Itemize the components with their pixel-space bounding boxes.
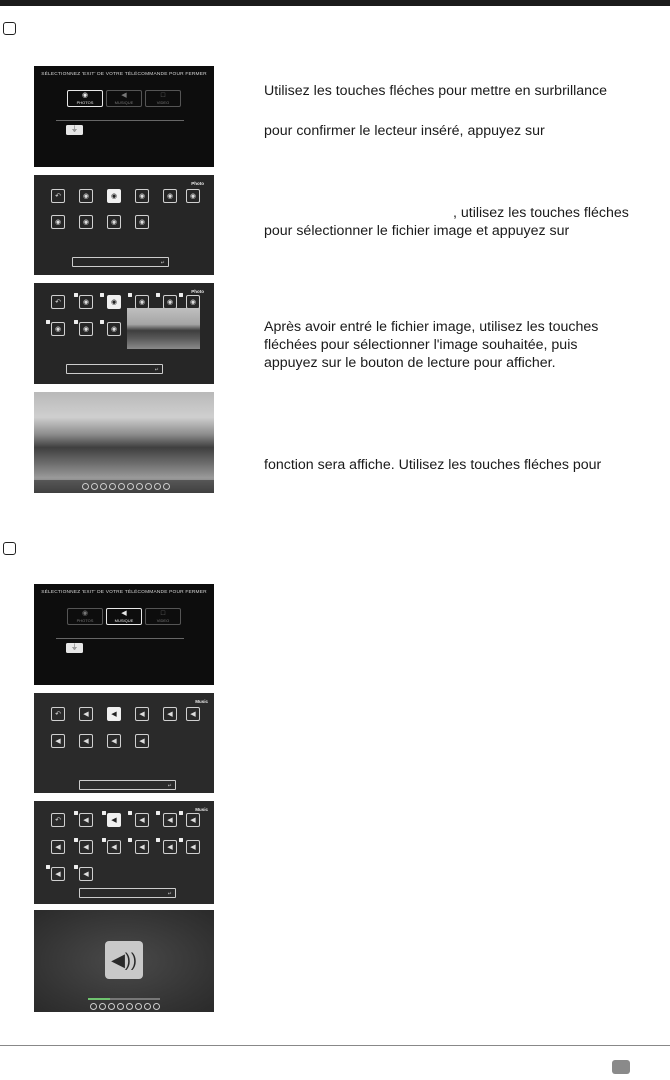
screenshot-photo-albums [34,175,214,275]
camera-icon: ◉ [81,610,89,617]
check-icon [179,838,183,842]
section-marker-photo [3,22,16,35]
check-icon [74,838,78,842]
category-tag: Music [195,699,208,704]
control-icon[interactable] [163,483,170,490]
album-folder-selected[interactable]: ◉ [107,189,121,203]
album-folder[interactable]: ◉ [186,189,200,203]
image-file[interactable]: ◉ [135,295,149,309]
path-bar [79,888,176,898]
control-icon[interactable] [126,1003,133,1010]
back-icon[interactable]: ↶ [51,707,65,721]
tab-music[interactable]: ◀ MUSIQUE [106,90,142,107]
music-folder[interactable]: ◀ [79,707,93,721]
image-file[interactable]: ◉ [79,322,93,336]
play-icon[interactable] [108,1003,115,1010]
control-icon[interactable] [153,1003,160,1010]
music-file[interactable]: ◀ [163,813,177,827]
source-title: SÉLECTIONNEZ 'EXIT' DE VOTRE TÉLÉCOMMANDE POUR FERMER [41,590,207,595]
control-icon[interactable] [145,483,152,490]
caption-line: fléchées pour sélectionner l'image souhaitée, puis [264,337,578,353]
control-icon[interactable] [118,483,125,490]
top-rule [0,0,670,6]
play-icon[interactable] [100,483,107,490]
check-icon [102,838,106,842]
album-folder[interactable]: ◉ [135,189,149,203]
screenshot-music-albums [34,693,214,793]
check-icon [74,320,78,324]
image-file[interactable]: ◉ [51,322,65,336]
control-icon[interactable] [127,483,134,490]
control-icon[interactable] [154,483,161,490]
section-marker-music [3,542,16,555]
music-folder[interactable]: ◀ [107,734,121,748]
check-icon [100,320,104,324]
footer-rule [0,1045,670,1046]
speaker-icon: ◀)) [111,950,137,970]
usb-icon[interactable]: ⏚ [66,643,83,653]
music-file[interactable]: ◀ [186,840,200,854]
speaker-icon: ◀ [121,92,127,99]
divider [56,638,184,639]
image-file[interactable]: ◉ [79,295,93,309]
progress-fill [88,998,110,1000]
album-folder[interactable]: ◉ [135,215,149,229]
screenshot-music-source [34,584,214,685]
control-icon[interactable] [109,483,116,490]
music-note-panel [105,941,143,979]
check-icon [74,811,78,815]
check-icon [74,865,78,869]
category-tag: Photo [191,289,204,294]
check-icon [128,811,132,815]
caption-line: , utilisez les touches fléches [453,205,629,221]
music-file[interactable]: ◀ [107,840,121,854]
arrow-icon: ↵ [167,783,172,789]
tab-video[interactable]: □ VIDEO [145,90,181,107]
album-folder[interactable]: ◉ [163,189,177,203]
music-file[interactable]: ◀ [163,840,177,854]
arrow-icon: ↵ [154,367,159,373]
album-folder[interactable]: ◉ [107,215,121,229]
music-file[interactable]: ◀ [135,840,149,854]
check-icon [179,811,183,815]
category-tag: Photo [191,181,204,186]
music-folder[interactable]: ◀ [135,734,149,748]
control-icon[interactable] [135,1003,142,1010]
check-icon [156,838,160,842]
path-bar [79,780,176,790]
control-icon[interactable] [136,483,143,490]
caption-line: pour sélectionner le fichier image et appuyez sur [264,223,570,239]
category-tag: Music [195,807,208,812]
camera-icon: ◉ [81,92,89,99]
tab-video[interactable]: □ VIDEO [145,608,181,625]
check-icon [128,838,132,842]
music-file[interactable]: ◀ [51,867,65,881]
check-icon [156,293,160,297]
caption-line: pour confirmer le lecteur inséré, appuyez sur [264,123,545,139]
control-icon[interactable] [90,1003,97,1010]
tab-music[interactable]: ◀ MUSIQUE [106,608,142,625]
control-icon[interactable] [99,1003,106,1010]
video-icon: □ [160,92,166,99]
screenshot-photo-source [34,66,214,167]
tab-photos[interactable]: ◉ PHOTOS [67,608,103,625]
music-file[interactable]: ◀ [79,867,93,881]
control-icon[interactable] [144,1003,151,1010]
check-icon [179,293,183,297]
back-icon[interactable]: ↶ [51,813,65,827]
control-icon[interactable] [91,483,98,490]
music-folder[interactable]: ◀ [163,707,177,721]
arrow-icon: ↵ [160,260,165,266]
back-icon[interactable]: ↶ [51,189,65,203]
screenshot-music-files [34,801,214,904]
music-file[interactable]: ◀ [186,813,200,827]
check-icon [74,293,78,297]
back-icon[interactable]: ↶ [51,295,65,309]
album-folder[interactable]: ◉ [51,215,65,229]
control-icon[interactable] [117,1003,124,1010]
music-file[interactable]: ◀ [51,840,65,854]
caption-line: Utilisez les touches fléches pour mettre en surbrillance [264,83,608,99]
music-folder[interactable]: ◀ [186,707,200,721]
album-folder[interactable]: ◉ [79,215,93,229]
caption-line: fonction sera affiche. Utilisez les touches fléches pour [264,457,602,473]
path-bar [66,364,163,374]
screenshot-photo-playback [34,392,214,493]
music-folder-selected[interactable]: ◀ [107,707,121,721]
image-preview [127,308,200,349]
check-icon [46,865,50,869]
page-badge [612,1060,630,1074]
image-file[interactable]: ◉ [107,322,121,336]
album-folder[interactable]: ◉ [79,189,93,203]
image-file[interactable]: ◉ [186,295,200,309]
check-icon [46,320,50,324]
tab-photos[interactable]: ◉ PHOTOS [67,90,103,107]
arrow-icon: ↵ [167,891,172,897]
image-file-selected[interactable]: ◉ [107,295,121,309]
music-folder[interactable]: ◀ [135,707,149,721]
music-file[interactable]: ◀ [135,813,149,827]
music-file[interactable]: ◀ [79,813,93,827]
music-folder[interactable]: ◀ [51,734,65,748]
music-file[interactable]: ◀ [79,840,93,854]
divider [56,120,184,121]
path-bar [72,257,169,267]
check-icon [128,293,132,297]
check-icon [100,293,104,297]
video-icon: □ [160,610,166,617]
image-file[interactable]: ◉ [163,295,177,309]
check-icon [156,811,160,815]
check-icon [102,811,106,815]
control-icon[interactable] [82,483,89,490]
music-file-selected[interactable]: ◀ [107,813,121,827]
speaker-icon: ◀ [121,610,127,617]
music-folder[interactable]: ◀ [79,734,93,748]
source-title: SÉLECTIONNEZ 'EXIT' DE VOTRE TÉLÉCOMMANDE POUR FERMER [41,72,207,77]
usb-icon[interactable]: ⏚ [66,125,83,135]
caption-line: Après avoir entré le fichier image, utilisez les touches [264,319,599,335]
screenshot-photo-files [34,283,214,384]
screenshot-music-playback [34,910,214,1012]
caption-line: appuyez sur le bouton de lecture pour afficher. [264,355,556,371]
